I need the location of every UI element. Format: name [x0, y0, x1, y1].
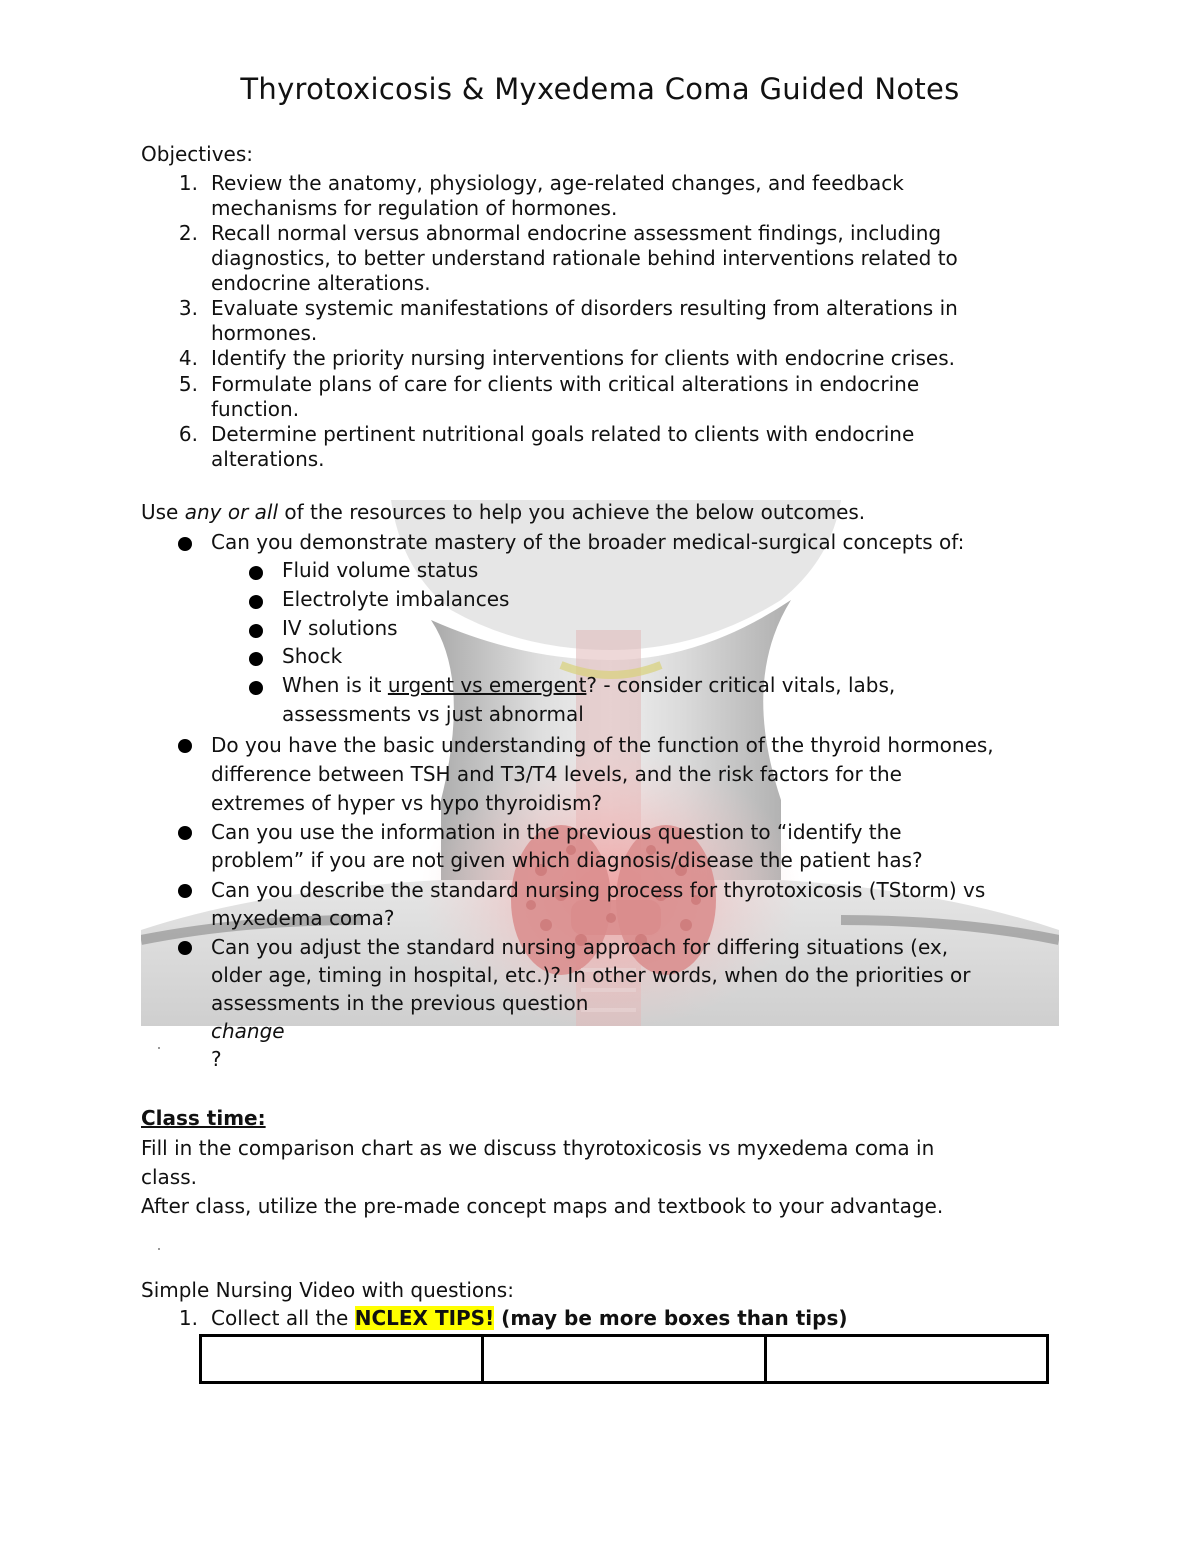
concept-item-continued: assessments vs just abnormal [282, 702, 584, 726]
bullet-icon [249, 681, 263, 695]
nclex-tips-table [199, 1334, 1049, 1384]
concept-item: Electrolyte imbalances [282, 587, 510, 611]
bullet-icon [178, 941, 192, 955]
nclex-tip-cell[interactable] [765, 1336, 1047, 1383]
video-item-number: 1. [178, 1306, 198, 1330]
concept-item: When is it urgent vs emergent? - consider critical vitals, labs, [282, 673, 896, 697]
stray-mark [158, 1248, 160, 1250]
objective-number: 5. [178, 372, 198, 396]
bullet-icon [178, 884, 192, 898]
objective-number: 1. [178, 171, 198, 195]
concept-item: Fluid volume status [282, 558, 479, 582]
bullet-icon [249, 595, 263, 609]
outcome-question: Can you describe the standard nursing process for thyrotoxicosis (TStorm) vs myxedema coma? [211, 878, 986, 930]
objective-item: Evaluate systemic manifestations of disorders resulting from alterations in hormones. [211, 296, 958, 345]
bullet-icon [249, 652, 263, 666]
objective-item: Determine pertinent nutritional goals related to clients with endocrine alterations. [211, 422, 915, 471]
bullet-icon [178, 739, 192, 753]
outcome-question: Can you adjust the standard nursing approach for differing situations (ex, older age, timing in hospital, etc.)? In other words, when do the priorities or assessments in the previous question change ? [211, 935, 971, 1071]
nclex-tip-cell[interactable] [201, 1336, 483, 1383]
outcome-question: Can you demonstrate mastery of the broader medical-surgical concepts of: [211, 530, 965, 554]
bullet-icon [178, 537, 192, 551]
video-item: Collect all the NCLEX TIPS! (may be more boxes than tips) [211, 1306, 848, 1330]
class-time-text: Fill in the comparison chart as we discuss thyrotoxicosis vs myxedema coma in class. After class, utilize the pre-made concept maps and textbook to your advantage. [141, 1136, 944, 1218]
outcome-question: Can you use the information in the previous question to “identify the problem” if you are not given which diagnosis/disease the patient has? [211, 820, 923, 872]
nclex-tip-cell[interactable] [483, 1336, 765, 1383]
bullet-icon [178, 826, 192, 840]
objective-item: Recall normal versus abnormal endocrine assessment findings, including diagnostics, to better understand rationale behind interventions related to endocrine alterations. [211, 221, 958, 295]
concept-item: IV solutions [282, 616, 398, 640]
video-heading: Simple Nursing Video with questions: [141, 1278, 514, 1302]
objective-number: 3. [178, 296, 198, 320]
page-title: Thyrotoxicosis & Myxedema Coma Guided Notes [240, 72, 960, 106]
objective-number: 6. [178, 422, 198, 446]
bullet-icon [249, 566, 263, 580]
objective-item: Identify the priority nursing interventions for clients with endocrine crises. [211, 346, 956, 370]
objective-number: 2. [178, 221, 198, 245]
concept-item: Shock [282, 644, 343, 668]
bullet-icon [249, 624, 263, 638]
objectives-heading: Objectives: [141, 142, 253, 166]
objective-number: 4. [178, 346, 198, 370]
objective-item: Review the anatomy, physiology, age-related changes, and feedback mechanisms for regulation of hormones. [211, 171, 904, 220]
class-time-heading: Class time: [141, 1106, 266, 1130]
resources-intro: Use any or all of the resources to help you achieve the below outcomes. [141, 500, 866, 524]
stray-mark [158, 1047, 160, 1049]
objective-item: Formulate plans of care for clients with critical alterations in endocrine function. [211, 372, 920, 421]
outcome-question: Do you have the basic understanding of the function of the thyroid hormones, difference between TSH and T3/T4 levels, and the risk factors for the extremes of hyper vs hypo thyroidism? [211, 733, 994, 815]
